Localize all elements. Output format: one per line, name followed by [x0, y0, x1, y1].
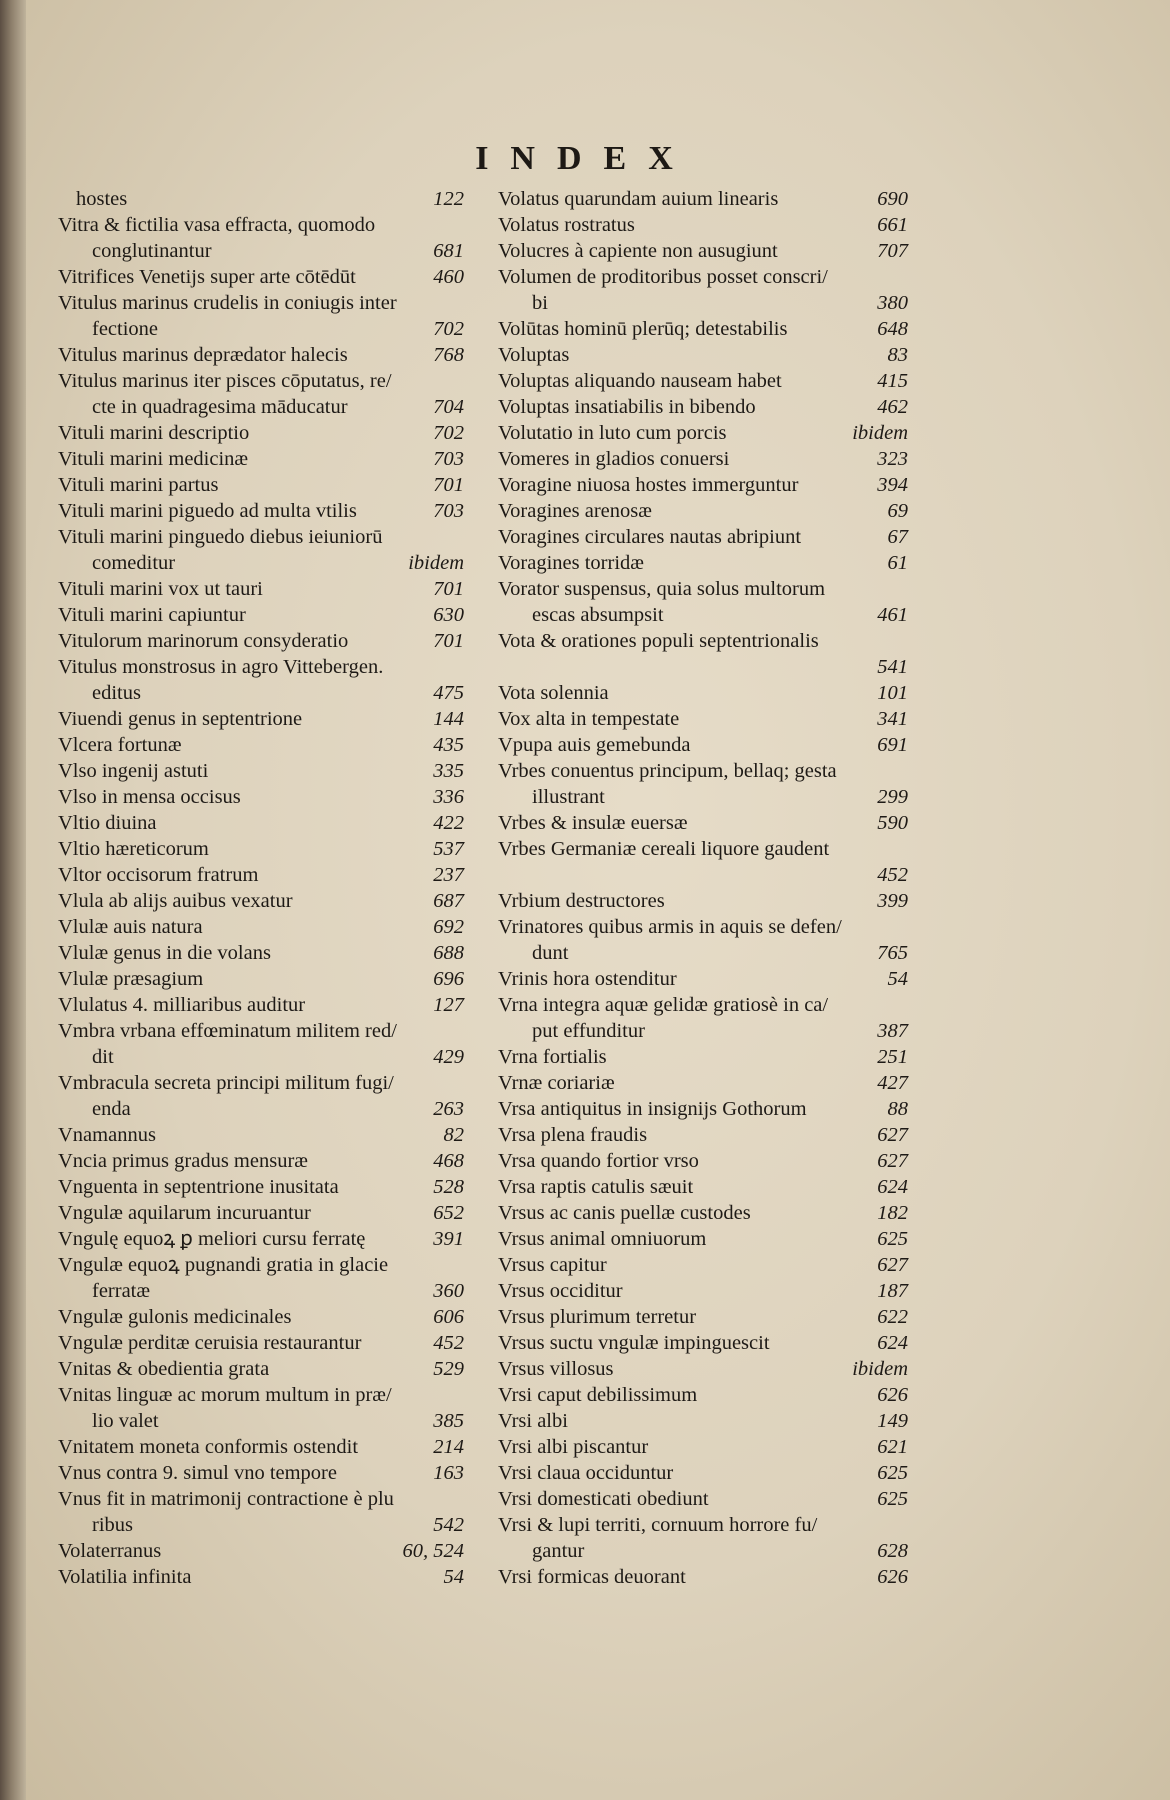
page-header: INDEX — [475, 140, 695, 177]
entry-term: Vnus contra 9. simul vno tempore — [58, 1462, 337, 1484]
entry-term: Vomeres in gladios conuersi — [498, 448, 730, 470]
entry-page-number: 251 — [877, 1046, 908, 1068]
entry-term: Vrna fortialis — [498, 1046, 607, 1068]
entry-page-number: 394 — [877, 474, 908, 496]
entry-page-number: 462 — [877, 396, 908, 418]
index-entry — [58, 1382, 464, 1434]
entry-term: Vngulæ perditæ ceruisia restaurantur — [58, 1332, 362, 1354]
entry-term: Vltio hæreticorum — [58, 838, 209, 860]
index-entry — [58, 1018, 464, 1070]
index-entry — [498, 1304, 908, 1330]
entry-page-number: 336 — [433, 786, 464, 808]
entry-term: Vrna integra aquæ gelidæ gratiosè in ca/ — [498, 994, 829, 1016]
index-entry — [58, 1252, 464, 1304]
entry-page-number: 341 — [877, 708, 908, 730]
entry-page-number: 415 — [877, 370, 908, 392]
index-entry — [58, 836, 464, 862]
entry-page-number: 460 — [433, 266, 464, 288]
entry-term: Vituli marini pinguedo diebus ieiuniorū — [58, 526, 383, 548]
entry-page-number: 702 — [433, 422, 464, 444]
entry-term-continuation — [498, 862, 908, 888]
index-entry — [498, 628, 908, 680]
entry-term: Vitrifices Venetijs super arte cōtēdūt — [58, 266, 356, 288]
entry-page-number: 214 — [433, 1436, 464, 1458]
entry-term: Vrsi & lupi territi, cornuum horrore fu/ — [498, 1514, 818, 1536]
index-entry — [498, 472, 908, 498]
entry-term-continuation: illustrant — [532, 786, 605, 808]
entry-term: Vngulę equoꝝ ꝑ meliori cursu ferratę — [58, 1228, 366, 1250]
entry-page-number: 701 — [433, 630, 464, 652]
entry-term: Voragines arenosæ — [498, 500, 652, 522]
entry-term-continuation: bi — [532, 292, 548, 314]
index-entry — [58, 1356, 464, 1382]
entry-term: Vota solennia — [498, 682, 609, 704]
entry-term-continuation: comeditur — [92, 552, 176, 574]
entry-page-number: 627 — [877, 1150, 908, 1172]
entry-term: Vmbracula secreta principi militum fugi/ — [58, 1072, 394, 1094]
index-entry — [498, 524, 908, 550]
entry-term: Vlso in mensa occisus — [58, 786, 241, 808]
index-entry — [58, 186, 464, 212]
index-entry — [58, 1330, 464, 1356]
entry-term: Vrsa antiquitus in insignijs Gothorum — [498, 1098, 807, 1120]
entry-term: Volatus quarundam auium linearis — [498, 188, 779, 210]
entry-term: Voluptas insatiabilis in bibendo — [498, 396, 756, 418]
index-entry — [498, 888, 908, 914]
entry-term: Vitulus marinus iter pisces cōputatus, re/ — [58, 370, 392, 392]
index-entry — [498, 550, 908, 576]
index-entry — [498, 420, 908, 446]
entry-page-number: 625 — [877, 1228, 908, 1250]
entry-page-number: 427 — [877, 1072, 908, 1094]
entry-term: Vlcera fortunæ — [58, 734, 182, 756]
index-entry — [58, 706, 464, 732]
entry-term-continuation: enda — [92, 1098, 131, 1120]
entry-term: Vncia primus gradus mensuræ — [58, 1150, 308, 1172]
index-entry — [58, 1538, 464, 1564]
entry-term: Vitra & fictilia vasa effracta, quomodo — [58, 214, 376, 236]
entry-term: Vrbes conuentus principum, bellaq; gesta — [498, 760, 837, 782]
entry-term: Vrsi domesticati obediunt — [498, 1488, 709, 1510]
index-entry — [58, 576, 464, 602]
entry-term: Vrinis hora ostenditur — [498, 968, 677, 990]
entry-term: Volumen de proditoribus posset conscri/ — [498, 266, 828, 288]
entry-term: Vlula ab alijs auibus vexatur — [58, 890, 293, 912]
entry-page-number: 768 — [433, 344, 464, 366]
index-entry — [58, 654, 464, 706]
entry-page-number: 69 — [887, 500, 908, 522]
index-entry — [58, 966, 464, 992]
index-entry — [498, 498, 908, 524]
entry-term: Vitulus marinus crudelis in coniugis inter — [58, 292, 397, 314]
entry-page-number: 452 — [433, 1332, 464, 1354]
entry-page-number: ibidem — [852, 1358, 908, 1380]
index-entry — [58, 498, 464, 524]
entry-term: Vrsa quando fortior vrso — [498, 1150, 699, 1172]
index-entry — [498, 1122, 908, 1148]
index-entry — [498, 576, 908, 628]
index-entry — [498, 1200, 908, 1226]
index-entry — [58, 1200, 464, 1226]
entry-term: Vrsus villosus — [498, 1358, 614, 1380]
entry-term: Vpupa auis gemebunda — [498, 734, 691, 756]
entry-term: Vorator suspensus, quia solus multorum — [498, 578, 826, 600]
entry-term-continuation: escas absumpsit — [532, 604, 664, 626]
entry-page-number: 688 — [433, 942, 464, 964]
entry-page-number: 590 — [877, 812, 908, 834]
entry-page-number: 88 — [887, 1098, 908, 1120]
entry-term: Vnguenta in septentrione inusitata — [58, 1176, 339, 1198]
entry-term: Vrsus plurimum terretur — [498, 1306, 697, 1328]
entry-term: Voluptas aliquando nauseam habet — [498, 370, 782, 392]
entry-page-number: 661 — [877, 214, 908, 236]
entry-term: Vltor occisorum fratrum — [58, 864, 259, 886]
entry-page-number: 263 — [433, 1098, 464, 1120]
entry-term: Vltio diuina — [58, 812, 157, 834]
entry-page-number: 399 — [877, 890, 908, 912]
entry-term: Vnitas & obedientia grata — [58, 1358, 270, 1380]
entry-term-continuation — [498, 654, 908, 680]
entry-page-number: 627 — [877, 1124, 908, 1146]
index-entry — [498, 342, 908, 368]
index-entry — [498, 1330, 908, 1356]
entry-page-number: 67 — [887, 526, 908, 548]
entry-term: Vituli marini medicinæ — [58, 448, 249, 470]
entry-term: Volutatio in luto cum porcis — [498, 422, 727, 444]
index-entry — [498, 706, 908, 732]
entry-term: Vrsi albi piscantur — [498, 1436, 649, 1458]
index-entry — [58, 1122, 464, 1148]
entry-page-number: 701 — [433, 578, 464, 600]
index-entry — [498, 810, 908, 836]
index-entry — [58, 1486, 464, 1538]
index-entry — [498, 1044, 908, 1070]
index-entry — [58, 1070, 464, 1122]
entry-page-number: 702 — [433, 318, 464, 340]
index-entry — [498, 836, 908, 888]
entry-page-number: 765 — [877, 942, 908, 964]
entry-term: Vrsi albi — [498, 1410, 568, 1432]
index-entry — [498, 1434, 908, 1460]
entry-page-number: 237 — [433, 864, 464, 886]
entry-term: Voragines torridæ — [498, 552, 644, 574]
index-entry — [58, 1434, 464, 1460]
entry-page-number: 690 — [877, 188, 908, 210]
index-entry — [498, 966, 908, 992]
index-entry — [498, 238, 908, 264]
index-entry — [498, 1486, 908, 1512]
index-entry — [498, 1512, 908, 1564]
entry-term: Vrsus animal omniuorum — [498, 1228, 707, 1250]
index-entry — [58, 290, 464, 342]
entry-term: Volatus rostratus — [498, 214, 635, 236]
binding-edge — [0, 0, 26, 1800]
entry-term: Vlulæ præsagium — [58, 968, 204, 990]
index-entry — [498, 446, 908, 472]
index-entry — [58, 368, 464, 420]
entry-page-number: 182 — [877, 1202, 908, 1224]
entry-page-number: 625 — [877, 1462, 908, 1484]
entry-term: Vituli marini capiuntur — [58, 604, 246, 626]
entry-page-number: 475 — [433, 682, 464, 704]
entry-term: Vngulæ aquilarum incuruantur — [58, 1202, 311, 1224]
entry-term: Vituli marini piguedo ad multa vtilis — [58, 500, 357, 522]
entry-page-number: 429 — [433, 1046, 464, 1068]
index-entry — [58, 914, 464, 940]
entry-term: Vrsi claua occiduntur — [498, 1462, 674, 1484]
entry-term: Vota & orationes populi septentrionalis — [498, 630, 819, 652]
entry-page-number: 528 — [433, 1176, 464, 1198]
entry-term: Vrbium destructores — [498, 890, 665, 912]
entry-term-continuation: ferratæ — [92, 1280, 151, 1302]
index-entry — [58, 628, 464, 654]
entry-term: Vmbra vrbana effœminatum militem red/ — [58, 1020, 397, 1042]
entry-term-continuation: put effunditur — [532, 1020, 645, 1042]
entry-term: Vituli marini vox ut tauri — [58, 578, 263, 600]
entry-page-number: 627 — [877, 1254, 908, 1276]
index-entry — [58, 888, 464, 914]
entry-page-number: 648 — [877, 318, 908, 340]
entry-term: Vnamannus — [58, 1124, 156, 1146]
entry-term: Vrsi caput debilissimum — [498, 1384, 698, 1406]
entry-page-number: 628 — [877, 1540, 908, 1562]
entry-term: Volucres à capiente non ausugiunt — [498, 240, 778, 262]
index-entry — [498, 1278, 908, 1304]
entry-page-number: 626 — [877, 1384, 908, 1406]
index-entry — [58, 1564, 464, 1590]
entry-page-number: 422 — [433, 812, 464, 834]
index-entry — [58, 264, 464, 290]
entry-page-number: 380 — [877, 292, 908, 314]
entry-page-number: 323 — [877, 448, 908, 470]
entry-term: Vrbes Germaniæ cereali liquore gaudent — [498, 838, 830, 860]
entry-term-continuation: ribus — [92, 1514, 133, 1536]
entry-page-number: 707 — [877, 240, 908, 262]
entry-page-number: 83 — [887, 344, 908, 366]
entry-page-number: 387 — [877, 1020, 908, 1042]
entry-term: Vitulus marinus deprædator halecis — [58, 344, 348, 366]
index-entry — [498, 368, 908, 394]
index-entry — [498, 1382, 908, 1408]
entry-term-continuation: dit — [92, 1046, 114, 1068]
index-entry — [498, 1070, 908, 1096]
entry-page-number: 101 — [877, 682, 908, 704]
index-entry — [498, 1408, 908, 1434]
entry-term: Vnus fit in matrimonij contractione è plu — [58, 1488, 394, 1510]
index-entry — [58, 342, 464, 368]
entry-term: Vlulæ auis natura — [58, 916, 203, 938]
entry-term: Volūtas hominū plerūq; detestabilis — [498, 318, 788, 340]
index-entry — [498, 1174, 908, 1200]
index-entry — [58, 784, 464, 810]
index-entry — [58, 1304, 464, 1330]
entry-term: Vituli marini descriptio — [58, 422, 250, 444]
entry-page-number: 652 — [433, 1202, 464, 1224]
entry-term-continuation: editus — [92, 682, 141, 704]
entry-term: Vrnæ coriariæ — [498, 1072, 615, 1094]
entry-page-number: 681 — [433, 240, 464, 262]
index-entry — [498, 1356, 908, 1382]
index-entry — [498, 758, 908, 810]
entry-page-number: 537 — [433, 838, 464, 860]
entry-term-continuation: dunt — [532, 942, 569, 964]
index-entry — [498, 1460, 908, 1486]
entry-page-number: 461 — [877, 604, 908, 626]
entry-page-number: 163 — [433, 1462, 464, 1484]
entry-term-continuation: lio valet — [92, 1410, 159, 1432]
entry-term: Vrsa plena fraudis — [498, 1124, 648, 1146]
index-entry — [498, 212, 908, 238]
entry-term: Vitulorum marinorum consyderatio — [58, 630, 349, 652]
entry-page-number: 625 — [877, 1488, 908, 1510]
entry-term-continuation: cte in quadragesima māducatur — [92, 396, 348, 418]
index-entry — [58, 758, 464, 784]
entry-term-continuation: fectione — [92, 318, 159, 340]
entry-term: Vrsus ac canis puellæ custodes — [498, 1202, 751, 1224]
index-entry — [498, 264, 908, 316]
entry-page-number: 299 — [877, 786, 908, 808]
entry-page-number: 122 — [433, 188, 464, 210]
index-entry — [498, 1096, 908, 1122]
entry-term: Vngulæ equoꝝ pugnandi gratia in glacie — [58, 1254, 389, 1276]
entry-page-number: 630 — [433, 604, 464, 626]
entry-page-number: 624 — [877, 1332, 908, 1354]
index-column-left — [58, 186, 464, 1590]
entry-term: Vrinatores quibus armis in aquis se defen/ — [498, 916, 842, 938]
index-entry — [58, 420, 464, 446]
entry-page-number: 60, 524 — [402, 1540, 464, 1562]
entry-page-number: 542 — [433, 1514, 464, 1536]
entry-page-number: 127 — [433, 994, 464, 1016]
entry-term: Vituli marini partus — [58, 474, 219, 496]
index-entry — [498, 1226, 908, 1252]
entry-page-number: 703 — [433, 500, 464, 522]
entry-page-number: 335 — [433, 760, 464, 782]
entry-term: Vlso ingenij astuti — [58, 760, 209, 782]
entry-page-number: 54 — [887, 968, 908, 990]
entry-term: Vrsus occiditur — [498, 1280, 623, 1302]
entry-page-number: 622 — [877, 1306, 908, 1328]
index-entry — [58, 1174, 464, 1200]
entry-page-number: 435 — [433, 734, 464, 756]
index-entry — [58, 940, 464, 966]
entry-page-number: ibidem — [852, 422, 908, 444]
entry-page-number: 606 — [433, 1306, 464, 1328]
entry-page-number: 187 — [877, 1280, 908, 1302]
entry-term: Voragines circulares nautas abripiunt — [498, 526, 802, 548]
entry-page-number: 687 — [433, 890, 464, 912]
entry-page-number: 692 — [433, 916, 464, 938]
entry-page-number: 691 — [877, 734, 908, 756]
entry-term: Vrsi formicas deuorant — [498, 1566, 686, 1588]
index-entry — [58, 446, 464, 472]
entry-term: Vlulatus 4. milliaribus auditur — [58, 994, 306, 1016]
entry-page-number: 704 — [433, 396, 464, 418]
entry-page-number: 701 — [433, 474, 464, 496]
entry-page-number: 696 — [433, 968, 464, 990]
index-entry — [58, 810, 464, 836]
index-entry — [58, 602, 464, 628]
entry-page-number: 703 — [433, 448, 464, 470]
entry-term: Vrbes & insulæ euersæ — [498, 812, 688, 834]
index-entry — [498, 914, 908, 966]
entry-term: Vrsus capitur — [498, 1254, 607, 1276]
entry-page-number: 144 — [433, 708, 464, 730]
entry-term: Vitulus monstrosus in agro Vittebergen. — [58, 656, 384, 678]
entry-term: Voluptas — [498, 344, 570, 366]
entry-page-number: 452 — [877, 864, 908, 886]
entry-page-number: 149 — [877, 1410, 908, 1432]
index-entry — [58, 472, 464, 498]
entry-page-number: 624 — [877, 1176, 908, 1198]
index-entry — [498, 1148, 908, 1174]
index-entry — [498, 394, 908, 420]
entry-term: Vnitas linguæ ac morum multum in præ/ — [58, 1384, 392, 1406]
entry-term: Vrsa raptis catulis sæuit — [498, 1176, 694, 1198]
index-entry — [498, 1564, 908, 1590]
entry-page-number: 529 — [433, 1358, 464, 1380]
entry-term: Vlulæ genus in die volans — [58, 942, 271, 964]
entry-page-number: 626 — [877, 1566, 908, 1588]
entry-page-number: 82 — [443, 1124, 464, 1146]
entry-term: Viuendi genus in septentrione — [58, 708, 303, 730]
entry-term: Vrsus suctu vngulæ impinguescit — [498, 1332, 770, 1354]
index-entry — [58, 992, 464, 1018]
entry-page-number: 541 — [877, 656, 908, 678]
entry-term: Voragine niuosa hostes immerguntur — [498, 474, 799, 496]
index-entry — [58, 524, 464, 576]
index-entry — [498, 992, 908, 1044]
entry-page-number: 61 — [887, 552, 908, 574]
index-entry — [58, 212, 464, 264]
index-entry — [498, 680, 908, 706]
entry-term: Vnitatem moneta conformis ostendit — [58, 1436, 359, 1458]
index-entry — [498, 316, 908, 342]
entry-term-continuation: conglutinantur — [92, 240, 212, 262]
entry-term: Volaterranus — [58, 1540, 162, 1562]
entry-page-number: 360 — [433, 1280, 464, 1302]
index-entry — [58, 732, 464, 758]
index-entry — [498, 1252, 908, 1278]
entry-term: Vngulæ gulonis medicinales — [58, 1306, 292, 1328]
entry-term: Volatilia infinita — [58, 1566, 192, 1588]
entry-term-continuation: gantur — [532, 1540, 585, 1562]
entry-term: hostes — [76, 188, 128, 210]
index-column-right — [498, 186, 908, 1590]
index-entry — [58, 1148, 464, 1174]
entry-term: Vox alta in tempestate — [498, 708, 680, 730]
entry-page-number: 621 — [877, 1436, 908, 1458]
entry-page-number: 391 — [433, 1228, 464, 1250]
index-entry — [58, 862, 464, 888]
index-entry — [58, 1226, 464, 1252]
index-entry — [498, 732, 908, 758]
index-entry — [498, 186, 908, 212]
entry-page-number: 468 — [433, 1150, 464, 1172]
entry-page-number: 54 — [443, 1566, 464, 1588]
index-entry — [58, 1460, 464, 1486]
entry-page-number: ibidem — [408, 552, 464, 574]
entry-page-number: 385 — [433, 1410, 464, 1432]
